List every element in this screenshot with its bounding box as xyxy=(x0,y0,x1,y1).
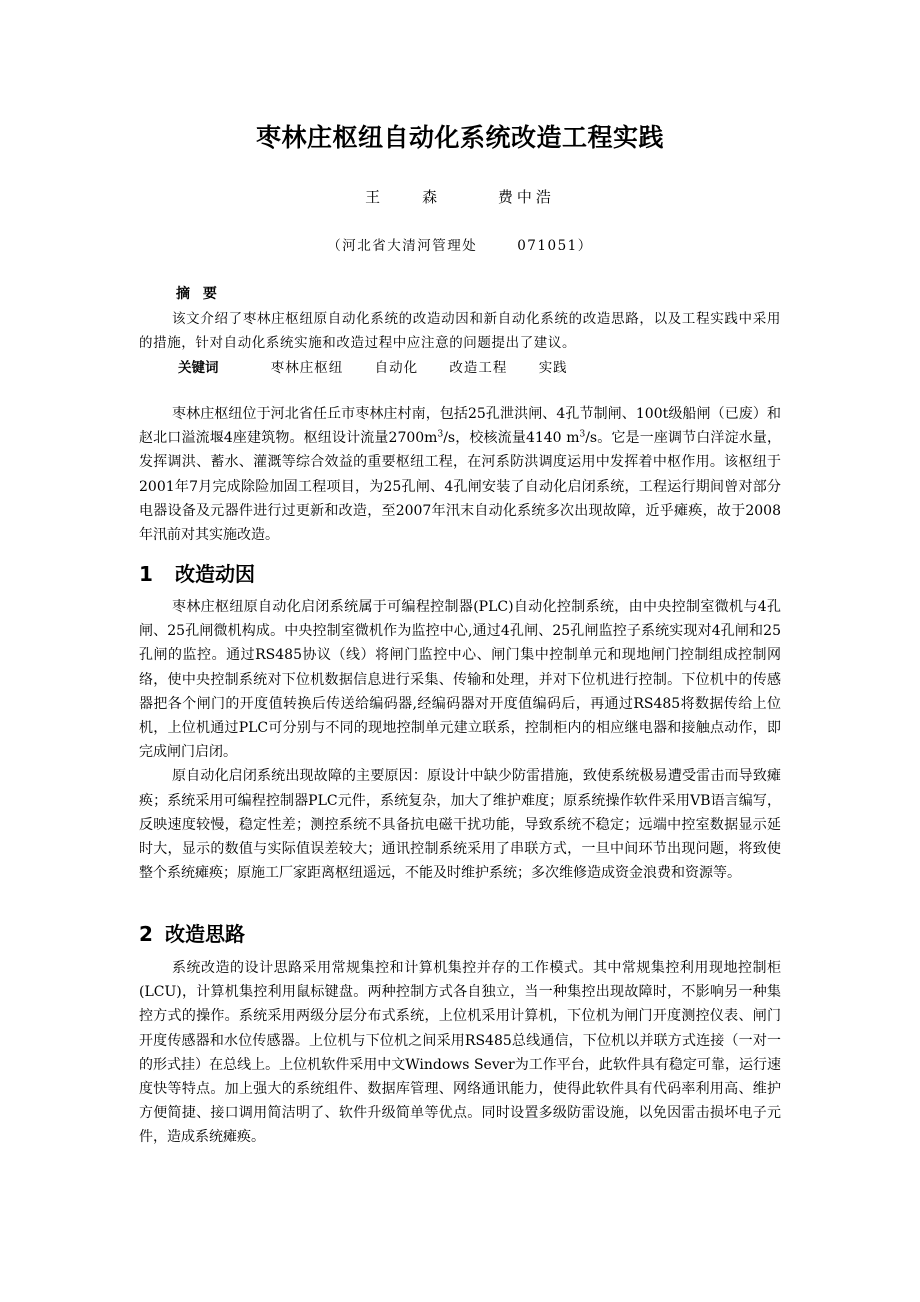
section-2-body xyxy=(139,956,781,1150)
section-2-heading xyxy=(139,918,245,947)
paragraph: 系统改造的设计思路采用常规集控和计算机集控并存的工作模式。其中常规集控利用现地控制柜(LCU)，计算机集控利用鼠标键盘。两种控制方式各自独立，当一种集控出现故障时，不影响另一种集控方式的操作。系统采用两级分层分布式系统，上位机采用计算机，下位机为闸门开度测控仪表、闸门开度传感器和水位传感器。上位机与下位机之间采用RS485总线通信，下位机以并联方式连接（一对一的形式挂）在总线上。上位机软件采用中文Windows Sever为工作平台，此软件具有稳定可靠，运行速度快等特点。加上强大的系统组件、数据库管理、网络通讯能力，使得此软件具有代码率利用高、维护方便简捷、接口调用简洁明了、软件升级简单等优点。同时设置多级防雷设施，以免因雷击损坏电子元件，造成系统瘫痪。 xyxy=(139,960,781,1146)
section-number: 2 xyxy=(139,922,153,946)
abstract-label: 摘 要 xyxy=(176,286,221,302)
paragraph: 原自动化启闭系统出现故障的主要原因：原设计中缺少防雷措施，致使系统极易遭受雷击而导致瘫痪；系统采用可编程控制器PLC元件，系统复杂，加大了维护难度；原系统操作软件采用VB语言编写，反映速度较慢，稳定性差；测控系统不具备抗电磁干扰功能，导致系统不稳定；远端中控室数据显示延时大，显示的数值与实际值误差较大；通讯控制系统采用了串联方式，一旦中间环节出现问题，将致使整个系统瘫痪；原施工厂家距离枢纽遥远，不能及时维护系统；多次维修造成资金浪费和资源等。 xyxy=(139,768,781,882)
affiliation xyxy=(0,234,920,254)
author-name: 费中浩 xyxy=(497,188,555,206)
keyword: 自动化 xyxy=(374,360,419,376)
author-list xyxy=(0,186,920,207)
intro-section xyxy=(139,402,781,547)
keywords-label: 关键词 xyxy=(178,360,219,376)
section-title: 改造动因 xyxy=(175,562,255,586)
intro-paragraph: 枣林庄枢纽位于河北省任丘市枣林庄村南，包括25孔泄洪闸、4孔节制闸、100t级船闸（已废）和赵北口溢流堰4座建筑物。枢纽设计流量$2700m^3/s$，校核流量4140 $m^3/s$。它是一座调节白洋淀水量，发挥调洪、蓄水、灌溉等综合效益的重要枢纽工程，在河系防洪调度运用中发挥着中枢作用。该枢纽于2001年7月完成除险加固工程项目，为25孔闸、4孔闸安装了自动化启闭系统，工程运行期间曾对部分电器设备及元器件进行过更新和改造，至2007年汛末自动化系统多次出现故障，近乎瘫痪，故于2008年汛前对其实施改造。 xyxy=(139,406,782,544)
abstract-text: 该文介绍了枣林庄枢纽原自动化系统的改造动因和新自动化系统的改造思路，以及工程实践中采用的措施，针对自动化系统实施和改造过程中应注意的问题提出了建议。 xyxy=(139,311,781,351)
affiliation-postcode: 071051） xyxy=(517,238,593,254)
affiliation-org: （河北省大清河管理处 xyxy=(327,238,478,254)
section-title: 改造思路 xyxy=(165,922,245,946)
section-1-body xyxy=(139,595,781,885)
paragraph: 枣林庄枢纽原自动化启闭系统属于可编程控制器(PLC)自动化控制系统，由中央控制室微机与4孔闸、25孔闸微机构成。中央控制室微机作为监控中心,通过4孔闸、25孔闸监控子系统实现对4孔闸和25孔闸的监控。通过RS485协议（线）将闸门监控中心、闸门集中控制单元和现地闸门控制组成控制网络，使中央控制系统对下位机数据信息进行采集、传输和处理，并对下位机进行控制。下位机中的传感器把各个闸门的开度值转换后传送给编码器,经编码器对开度值编码后，再通过RS485将数据传给上位机，上位机通过PLC可分别与不同的现地控制单元建立联系，控制柜内的相应继电器和接触点动作，即完成闸门启闭。 xyxy=(139,599,781,761)
paper-title: 枣林庄枢纽自动化系统改造工程实践 xyxy=(255,123,664,152)
section-1-heading xyxy=(139,558,255,587)
author-name: 王 森 xyxy=(365,188,442,206)
keywords xyxy=(178,356,595,376)
keyword: 改造工程 xyxy=(449,360,508,376)
keyword: 枣林庄枢纽 xyxy=(270,360,344,376)
section-number: 1 xyxy=(139,562,153,586)
keyword: 实践 xyxy=(538,360,568,376)
